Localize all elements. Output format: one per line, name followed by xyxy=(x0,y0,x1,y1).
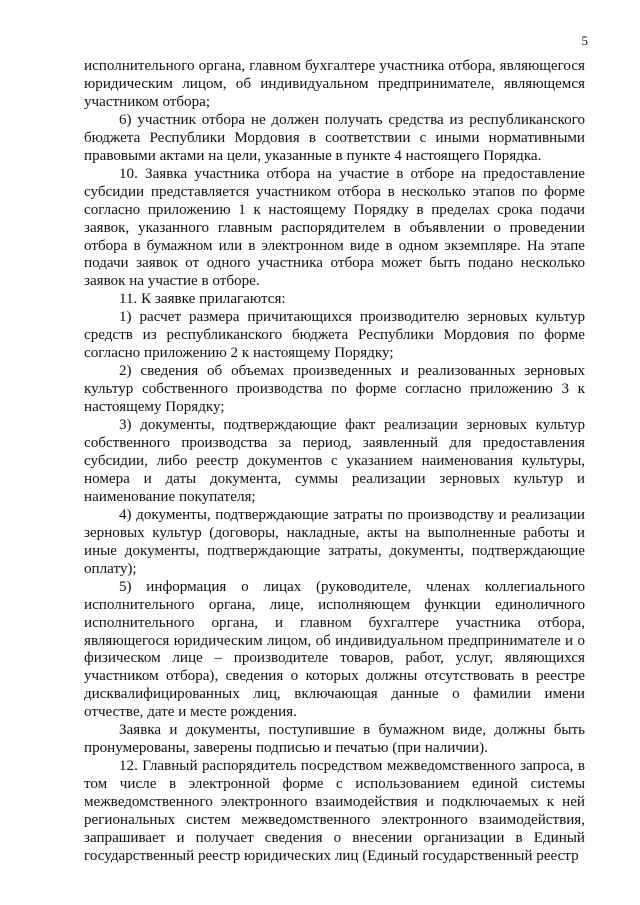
paragraph-clause-11: 11. К заявке прилагаются: xyxy=(119,291,286,308)
paragraph-item-5: 5) информация о лицах (руководителе, членах коллегиального исполнительного органа, лице, исполняющем функции единоличного исполнительного органа, и главном бухгалтере участника отбора, являющегося юридическим лицом, об индивидуальном предпринимателе и о физическом лице – производителе товаров, работ, услуг, являющихся участником отбора), сведения о которых должны отсутствовать в реестре дисквалифицированных лиц, включающая данные о фамилии имени отчестве, дате и месте рождения. xyxy=(84,578,585,721)
paragraph-item-1: 1) расчет размера причитающихся производителю зерновых культур средств из республиканского бюджета Республики Мордовия по форме согласно приложению 2 к настоящему Порядку; xyxy=(84,309,585,362)
document-body xyxy=(84,58,585,866)
paragraph-item-2: 2) сведения об объемах произведенных и реализованных зерновых культур собственного производства по форме согласно приложению 3 к настоящему Порядку; xyxy=(84,363,585,416)
page-number: 5 xyxy=(581,33,588,48)
paragraph-application-note: Заявка и документы, поступившие в бумажном виде, должны быть пронумерованы, заверены подписью и печатью (при наличии). xyxy=(84,722,585,757)
paragraph-clause-12: 12. Главный распорядитель посредством межведомственного запроса, в том числе в электронной форме с использованием единой системы межведомственного электронного взаимодействия и подключаемых к ней региональных систем межведомственного электронного взаимодействия, запрашивает и получает сведения о внесении организации в Единый государственный реестр юридических лиц (Единый государственный реестр xyxy=(84,758,585,864)
paragraph-item-3: 3) документы, подтверждающие факт реализации зерновых культур собственного производства за период, заявленный для предоставления субсидии, либо реестр документов с указанием наименования культуры, номера и даты документа, суммы реализации зерновых культур и наименование покупателя; xyxy=(84,417,585,505)
paragraph-item-4: 4) документы, подтверждающие затраты по производству и реализации зерновых культур (договоры, накладные, акты на выполненные работы и иные документы, подтверждающие затраты, документы, подтверждающие оплату); xyxy=(84,506,585,577)
paragraph-clause-10: 10. Заявка участника отбора на участие в отборе на предоставление субсидии представляется участником отбора в несколько этапов по форме согласно приложению 1 к настоящему Порядку в пределах срока подачи заявок, указанного главным распорядителем в объявлении о проведении отбора в бумажном или в электронном виде в одном экземпляре. На этапе подачи заявок от одного участника отбора может быть подано несколько заявок на участие в отборе. xyxy=(84,165,585,290)
paragraph-item-6: 6) участник отбора не должен получать средства из республиканского бюджета Республики Мордовия в соответствии с иными нормативными правовыми актами на цели, указанные в пункте 4 настоящего Порядка. xyxy=(84,111,585,164)
paragraph-continuation: исполнительного органа, главном бухгалтере участника отбора, являющегося юридическим лицом, об индивидуальном предпринимателе, являющемся участником отбора; xyxy=(84,58,585,110)
